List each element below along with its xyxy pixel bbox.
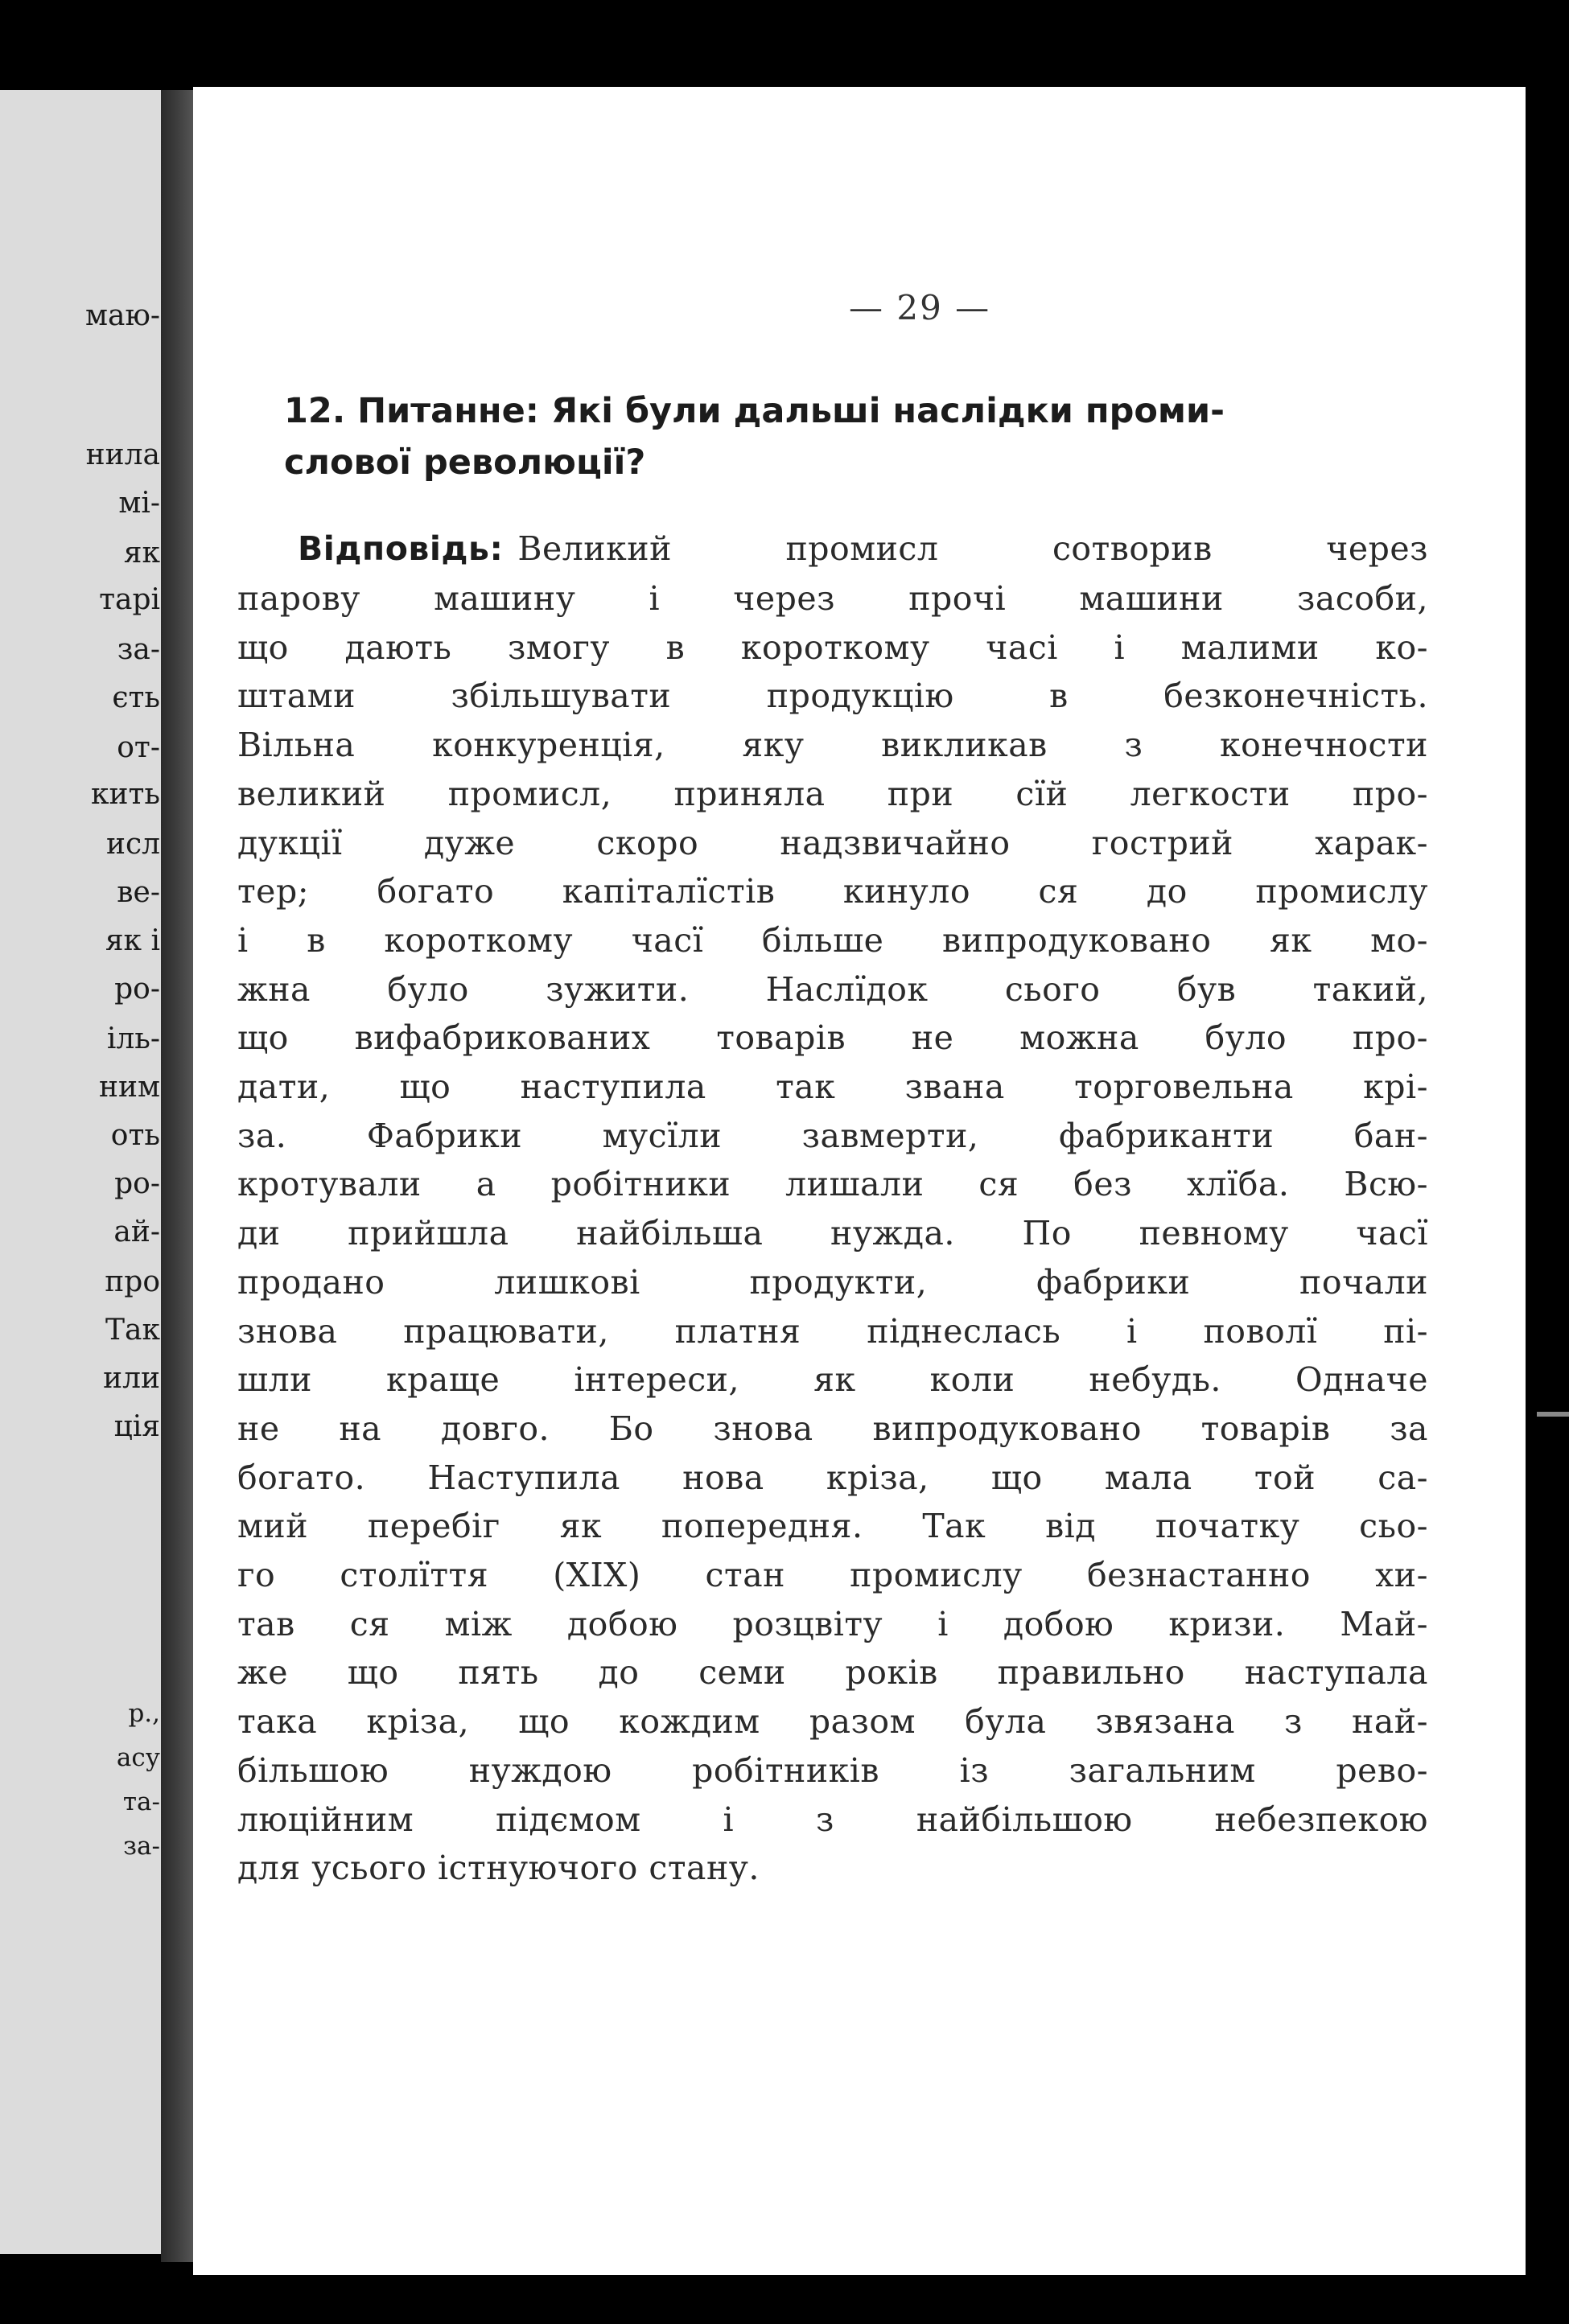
answer-body-line: ди прийшла найбільша нужда. По певному часї — [237, 1214, 1428, 1252]
answer-body-line: продано лишкові продукти, фабрики почали — [237, 1263, 1428, 1302]
answer-body-line: жна було зужити. Наслїдок сього був такий, — [237, 970, 1428, 1009]
answer-body-line: дукції дуже скоро надзвичайно гострий харак- — [237, 824, 1428, 862]
question-heading-line-2: слової революції? — [284, 442, 646, 483]
page-number: — 29 — — [849, 288, 991, 327]
answer-body-line: люційним підємом і з найбільшою небезпекою — [237, 1800, 1428, 1839]
previous-page-footnote-line: та- — [122, 1787, 160, 1816]
previous-page-line: кить — [90, 778, 160, 811]
previous-page-line: іль- — [106, 1022, 160, 1055]
book-page — [193, 87, 1526, 2275]
previous-page-line: єть — [112, 681, 160, 714]
previous-page-line: ція — [113, 1410, 160, 1443]
previous-page-line: ним — [99, 1071, 160, 1104]
answer-body-line: тер; богато капіталїстів кинуло ся до промислу — [237, 872, 1428, 911]
previous-page-line: от- — [117, 731, 160, 764]
edge-mark — [1537, 1412, 1569, 1417]
answer-body-line: за. Фабрики мусїли завмерти, фабриканти бан- — [237, 1117, 1428, 1155]
answer-body-line: шли краще інтереси, як коли небудь. Одначе — [237, 1360, 1428, 1399]
answer-first-line-text: Великий промисл сотворив через — [517, 529, 1428, 568]
answer-body-line: Вільна конкуренція, яку викликав з конечности — [237, 726, 1428, 764]
previous-page-line: ай- — [113, 1215, 160, 1248]
answer-body-line: го столїття (XIX) стан промислу безнастанно хи- — [237, 1556, 1428, 1594]
answer-body-line: мий перебіг як попередня. Так від початку сьо- — [237, 1507, 1428, 1545]
previous-page-line: мі- — [118, 487, 160, 520]
question-heading-line-1: 12. Питанне: Які були дальші наслідки проми- — [284, 391, 1225, 431]
previous-page-line: оть — [110, 1119, 160, 1152]
answer-body-line: така кріза, що кождим разом була звязана з най- — [237, 1702, 1428, 1741]
answer-body-line: штами збільшувати продукцію в безконечність. — [237, 677, 1428, 715]
answer-body-line: кротували а робітники лишали ся без хлїба. Всю- — [237, 1165, 1428, 1203]
previous-page-line: Так — [105, 1314, 160, 1347]
answer-body-line: же що пять до семи років правильно наступала — [237, 1653, 1428, 1692]
previous-page-fragment — [0, 90, 165, 2254]
previous-page-line: за- — [117, 633, 160, 666]
answer-body-line: богато. Наступила нова кріза, що мала той са- — [237, 1458, 1428, 1497]
answer-body-line: знова працювати, платня піднеслась і поволї пі- — [237, 1312, 1428, 1351]
answer-body-line: що вифабрикованих товарів не можна було про- — [237, 1018, 1428, 1057]
answer-body-line: дати, що наступила так звана торговельна крі- — [237, 1067, 1428, 1106]
previous-page-footnote-line: за- — [123, 1832, 160, 1861]
previous-page-line: нила — [85, 438, 160, 471]
answer-body-line: великий промисл, приняла при сїй легкости про- — [237, 775, 1428, 813]
previous-page-footnote-line: р., — [128, 1699, 160, 1728]
previous-page-line: тарі — [99, 583, 160, 616]
previous-page-line: ве- — [117, 876, 160, 909]
previous-page-line: про — [105, 1265, 160, 1298]
previous-page-line: или — [103, 1362, 160, 1395]
answer-body-line: що дають змогу в короткому часі і малими ко- — [237, 628, 1428, 667]
answer-body-line: тав ся між добою розцвіту і добою кризи. Май- — [237, 1605, 1428, 1643]
previous-page-line: ро- — [114, 1167, 160, 1200]
previous-page-line: як — [123, 537, 160, 570]
previous-page-footnote-line: асу — [116, 1743, 160, 1772]
answer-body-line: більшою нуждою робітників із загальним рево- — [237, 1751, 1428, 1790]
previous-page-line: исл — [105, 828, 160, 861]
answer-body-line: для усього істнуючого стану. — [237, 1849, 760, 1887]
previous-page-line: маю- — [85, 299, 160, 332]
answer-label: Відповідь: — [298, 529, 504, 568]
answer-body-line: і в короткому часї більше випродуковано як мо- — [237, 921, 1428, 960]
answer-body-line: не на довго. Бо знова випродуковано товарів за — [237, 1409, 1428, 1448]
previous-page-line: як і — [105, 924, 160, 957]
answer-body-line: парову машину і через прочі машини засоби, — [237, 579, 1428, 618]
previous-page-line: ро- — [114, 973, 160, 1006]
answer-first-line — [298, 529, 1428, 568]
book-gutter — [161, 90, 195, 2262]
